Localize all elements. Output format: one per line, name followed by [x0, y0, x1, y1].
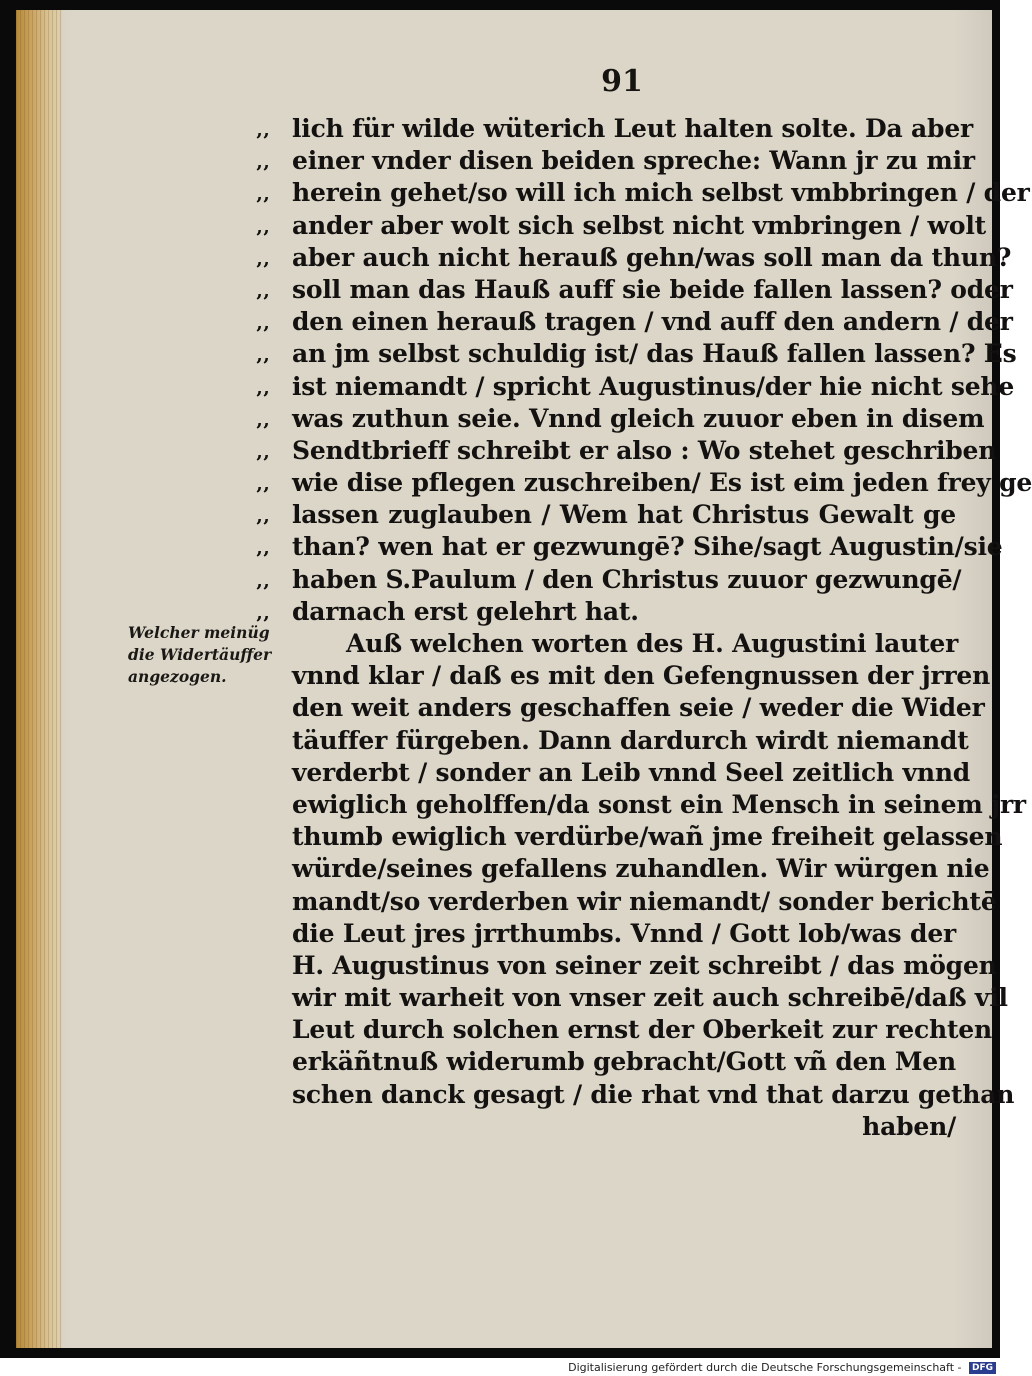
dfg-logo: DFG	[969, 1362, 996, 1374]
line-text: herein gehet/so will ich mich selbst vmbbringen / der	[292, 178, 1030, 208]
line-text: wie dise pflegen zuschreiben/ Es ist eim jeden frey ge	[292, 468, 1032, 498]
text-line	[256, 982, 1008, 1014]
quote-mark: ‚‚	[256, 149, 270, 174]
line-text: würde/seines gefallens zuhandlen. Wir würgen nie	[292, 854, 990, 884]
line-text: ist niemandt / spricht Augustinus/der hie nicht sehe	[292, 371, 1015, 401]
text-line	[256, 435, 997, 467]
text-line	[256, 531, 1003, 563]
text-line	[256, 918, 956, 950]
line-text: soll man das Hauß auff sie beide fallen lassen? oder	[292, 274, 1013, 304]
quote-mark: ‚‚	[256, 471, 270, 496]
line-text: vnnd klar / daß es mit den Gefengnussen der jrren	[292, 661, 991, 691]
margin-note	[128, 622, 290, 688]
line-text: die Leut jres jrrthumbs. Vnnd / Gott lob/was der	[292, 918, 956, 948]
line-text: darnach erst gelehrt hat.	[292, 596, 639, 626]
footer	[0, 1360, 996, 1376]
text-line	[256, 660, 991, 692]
line-text: was zuthun seie. Vnnd gleich zuuor eben in disem	[292, 403, 985, 433]
text-line	[256, 789, 1026, 821]
margin-note-line: die Widertäuffer	[128, 645, 272, 664]
footer-credit: Digitalisierung gefördert durch die Deutsche Forschungsgemeinschaft -	[568, 1361, 962, 1374]
text-line	[256, 499, 956, 531]
text-line	[256, 692, 985, 724]
quote-mark: ‚‚	[256, 438, 270, 463]
text-line	[256, 821, 1003, 853]
line-text: lassen zuglauben / Wem hat Christus Gewalt ge	[292, 500, 956, 530]
line-text: than? wen hat er gezwungē? Sihe/sagt Augustin/sie	[292, 532, 1003, 562]
line-text: einer vnder disen beiden spreche: Wann jr zu mir	[292, 146, 975, 176]
text-line	[256, 338, 1017, 370]
line-text: Leut durch solchen ernst der Oberkeit zur rechten	[292, 1015, 992, 1045]
line-text: schen danck gesagt / die rhat vnd that darzu gethan	[292, 1079, 1015, 1109]
line-text: ewiglich geholffen/da sonst ein Mensch in seinem jrr	[292, 789, 1026, 819]
text-line	[256, 1079, 1015, 1111]
quote-mark: ‚‚	[256, 245, 270, 270]
text-line	[256, 564, 962, 596]
line-text: täuffer fürgeben. Dann dardurch wirdt niemandt	[292, 725, 969, 755]
line-text: an jm selbst schuldig ist/ das Hauß fallen lassen? Es	[292, 339, 1017, 369]
quote-mark: ‚‚	[256, 277, 270, 302]
line-text: den einen herauß tragen / vnd auff den andern / der	[292, 307, 1013, 337]
text-line	[256, 950, 997, 982]
text-line	[256, 1014, 992, 1046]
text-line	[256, 306, 1013, 338]
text-line	[256, 177, 1030, 209]
text-line	[256, 1111, 956, 1143]
line-text: ander aber wolt sich selbst nicht vmbringen / wolt	[292, 210, 986, 240]
text-line	[256, 596, 956, 628]
text-line	[256, 467, 1032, 499]
quote-mark: ‚‚	[256, 599, 270, 624]
text-line	[256, 210, 986, 242]
line-text: Sendtbrieff schreibt er also : Wo stehet geschriben	[292, 435, 997, 465]
text-line	[256, 145, 975, 177]
line-text: H. Augustinus von seiner zeit schreibt / das mögen	[292, 950, 997, 980]
text-line	[256, 113, 973, 145]
line-text: erkäñtnuß widerumb gebracht/Gott vñ den Men	[292, 1047, 956, 1077]
quote-mark: ‚‚	[256, 503, 270, 528]
line-text: wir mit warheit von vnser zeit auch schreibē/daß vil	[292, 983, 1008, 1013]
main-text	[256, 113, 1032, 1143]
page-number: 91	[601, 64, 643, 99]
quote-mark: ‚‚	[256, 567, 270, 592]
line-text: den weit anders geschaffen seie / weder die Wider	[292, 693, 985, 723]
text-line	[256, 725, 969, 757]
quote-mark: ‚‚	[256, 310, 270, 335]
margin-note-line: Welcher meinüg	[128, 623, 270, 642]
line-text: Auß welchen worten des H. Augustini lauter	[346, 629, 959, 658]
quote-mark: ‚‚	[256, 117, 270, 141]
text-line	[256, 403, 985, 435]
text-line	[256, 242, 1012, 274]
line-text: haben S.Paulum / den Christus zuuor gezwungē/	[292, 564, 962, 594]
text-line	[256, 628, 959, 660]
text-line	[256, 1046, 956, 1078]
quote-mark: ‚‚	[256, 181, 270, 206]
text-line	[256, 757, 971, 789]
quote-mark: ‚‚	[256, 406, 270, 431]
text-line	[256, 371, 1015, 403]
line-text: lich für wilde wüterich Leut halten solte. Da aber	[292, 114, 973, 143]
quote-mark: ‚‚	[256, 535, 270, 560]
page-edge-lines	[16, 10, 62, 1348]
line-text: mandt/so verderben wir niemandt/ sonder berichtē	[292, 886, 997, 916]
quote-mark: ‚‚	[256, 374, 270, 399]
text-line	[256, 853, 990, 885]
line-text: verderbt / sonder an Leib vnnd Seel zeitlich vnnd	[292, 757, 971, 787]
text-line	[256, 274, 1013, 306]
margin-note-line: angezogen.	[128, 667, 227, 686]
quote-mark: ‚‚	[256, 213, 270, 238]
line-text: haben/	[862, 1111, 956, 1141]
line-text: thumb ewiglich verdürbe/wañ jme freiheit gelassen	[292, 822, 1003, 852]
quote-mark: ‚‚	[256, 342, 270, 367]
line-text: aber auch nicht herauß gehn/was soll man da thun?	[292, 242, 1012, 272]
text-line	[256, 886, 997, 918]
